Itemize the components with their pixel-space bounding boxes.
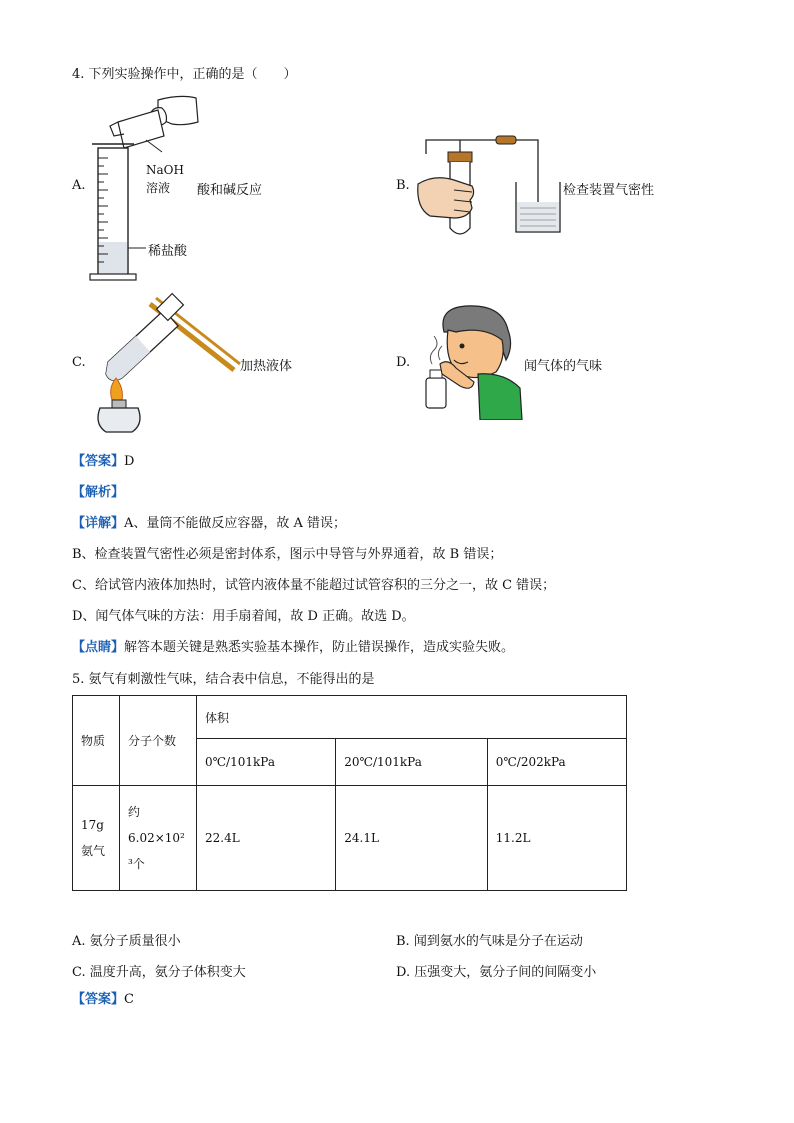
volume-3: 11.2L [487, 786, 626, 891]
condition-1: 0℃/101kPa [197, 739, 336, 786]
substance-cell [73, 786, 120, 891]
header-molecules: 分子个数 [120, 696, 197, 786]
naoh-label: NaOH [146, 163, 184, 177]
q5-stem: 5. 氨气有刺激性气味，结合表中信息，不能得出的是 [72, 672, 375, 687]
analysis-tag: 【解析】 [72, 485, 125, 500]
condition-2: 20℃/101kPa [336, 739, 487, 786]
q4-answer-line [72, 453, 134, 471]
analysis-line [72, 484, 124, 502]
detail-a-text: A、量筒不能做反应容器，故 A 错误； [124, 516, 347, 531]
answer-tag: 【答案】 [72, 454, 125, 469]
molecules-line-3: ³个 [128, 857, 145, 871]
solution-label: 溶液 [146, 181, 171, 195]
header-volume: 体积 [197, 696, 627, 739]
molecules-cell [120, 786, 197, 891]
q5-answer: C [124, 992, 134, 1007]
q5-option-b: B. 闻到氨水的气味是分子在运动 [396, 934, 583, 949]
q5-option-d: D. 压强变大，氨分子间的间隔变小 [396, 965, 597, 980]
condition-3: 0℃/202kPa [487, 739, 626, 786]
q4-option-d-caption: 闻气体的气味 [524, 359, 603, 374]
molecules-line-2: 6.02×10² [128, 831, 185, 845]
detail-line-c: C、给试管内液体加热时，试管内液体量不能超过试管容积的三分之一，故 C 错误； [72, 578, 556, 593]
q4-option-a-letter: A. [72, 178, 86, 193]
detail-line-b: B、检查装置气密性必须是密封体系，图示中导管与外界通着，故 B 错误； [72, 547, 503, 562]
molecules-line-1: 约 [128, 805, 141, 819]
header-substance: 物质 [73, 696, 120, 786]
q5-answer-line [72, 991, 134, 1009]
substance-mass: 17g [81, 817, 104, 832]
ammonia-table [72, 695, 627, 891]
q4-option-a-caption: 酸和碱反应 [197, 183, 263, 198]
q4-option-b-caption: 检查装置气密性 [563, 183, 655, 198]
q4-stem: 4. 下列实验操作中，正确的是（ ） [72, 67, 297, 82]
hcl-label: 稀盐酸 [148, 244, 188, 259]
smelling-gas-figure [414, 302, 524, 420]
q5-answer-tag: 【答案】 [72, 992, 125, 1007]
comment-line [72, 639, 514, 657]
detail-line-a [72, 515, 346, 533]
q4-option-c-caption: 加热液体 [240, 359, 293, 374]
comment-text: 解答本题关键是熟悉实验基本操作，防止错误操作，造成实验失败。 [124, 640, 515, 655]
q4-option-b-letter: B. [396, 178, 410, 193]
detail-tag: 【详解】 [72, 516, 125, 531]
q4-answer: D [124, 454, 135, 469]
q4-option-d-letter: D. [396, 355, 411, 370]
q4-option-c-letter: C. [72, 355, 86, 370]
substance-name: 氨气 [81, 843, 106, 858]
volume-1: 22.4L [197, 786, 336, 891]
airtightness-check-figure [414, 128, 564, 240]
detail-line-d: D、闻气体气味的方法：用手扇着闻，故 D 正确。故选 D。 [72, 609, 415, 624]
q5-option-c: C. 温度升高，氨分子体积变大 [72, 965, 246, 980]
q5-option-a: A. 氨分子质量很小 [72, 934, 181, 949]
volume-2: 24.1L [336, 786, 487, 891]
heating-liquid-figure [92, 288, 242, 438]
comment-tag: 【点睛】 [72, 640, 125, 655]
